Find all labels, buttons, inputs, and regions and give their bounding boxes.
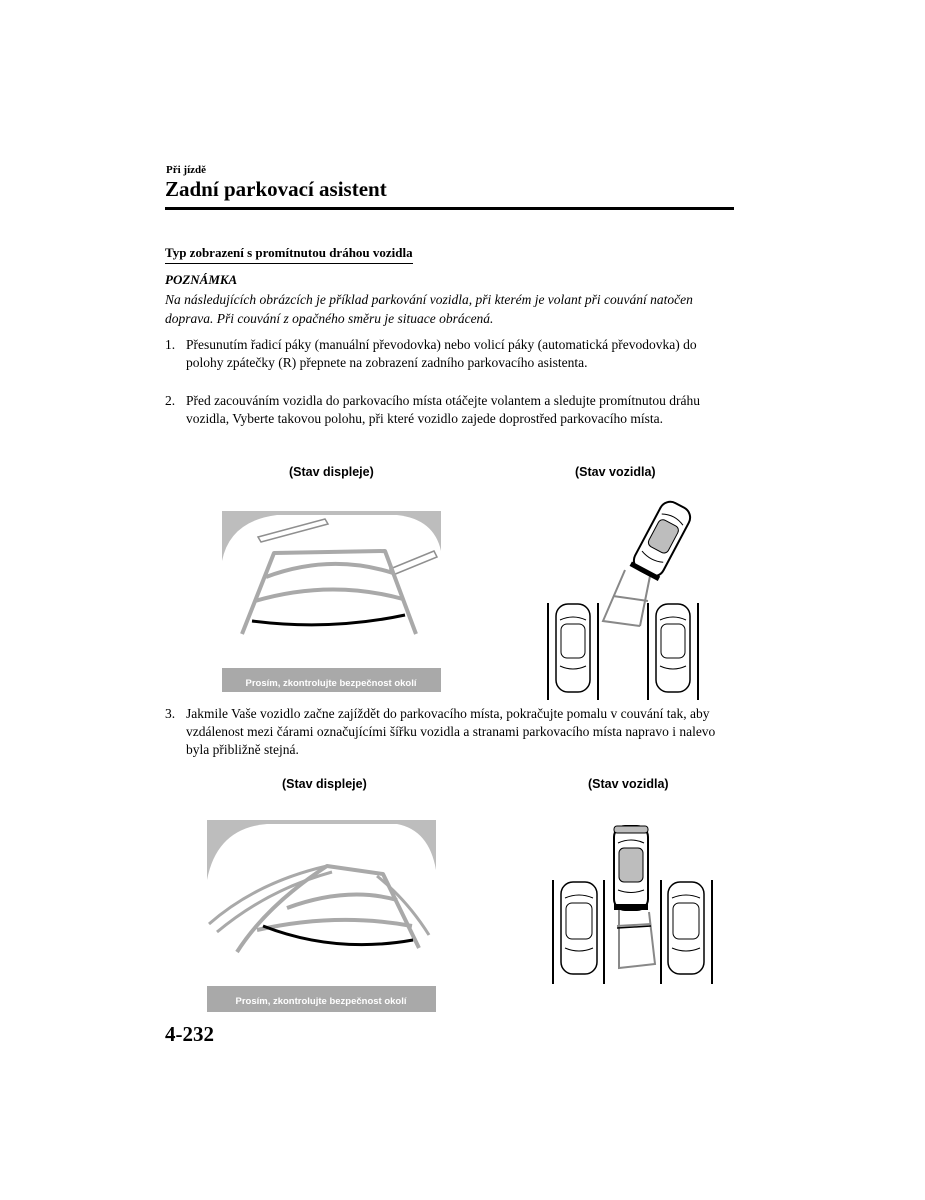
step-1 — [165, 336, 735, 372]
vehicle-state-figure-2 — [551, 824, 717, 984]
page-number: 4-232 — [165, 1022, 214, 1046]
step-text: Jakmile Vaše vozidlo začne zajíždět do parkovacího místa, pokračujte pomalu v couvání tak, aby vzdálenost mezi čárami označujícími šířku vozidla a stranami parkovacího místa napravo i nalevo byla přibližně stejná. — [186, 706, 716, 757]
step-text: Před zacouváním vozidla do parkovacího místa otáčejte volantem a sledujte promítnutou dráhu vozidla, Vyberte takovou polohu, při které vozidlo zajede doprostřed parkovacího místa. — [186, 393, 700, 426]
step-number: 3. — [165, 706, 176, 721]
camera-display-figure-1 — [222, 511, 441, 692]
warning-text: Prosím, zkontrolujte bezpečnost okolí — [245, 678, 417, 689]
section-label: Při jízdě — [166, 164, 207, 176]
step-text: Přesunutím řadicí páky (manuální převodovka) nebo volicí páky (automatická převodovka) do polohy zpátečky (R) přepnete na zobrazení zadního parkovacího asistenta. — [186, 337, 697, 370]
note-text: Na následujících obrázcích je příklad parkování vozidla, při kterém je volant při couvání natočen doprava. Při couvání z opačného směru je situace obrácená. — [165, 292, 693, 326]
parked-car-right — [656, 604, 690, 692]
warning-text: Prosím, zkontrolujte bezpečnost okolí — [235, 996, 407, 1007]
parked-car-left — [561, 882, 597, 974]
step-3 — [165, 705, 735, 759]
vehicle-caption: (Stav vozidla) — [575, 465, 656, 479]
reversing-car — [630, 498, 694, 581]
display-caption: (Stav displeje) — [289, 465, 374, 479]
display-caption: (Stav displeje) — [282, 777, 367, 791]
step-number: 1. — [165, 337, 176, 352]
subheading: Typ zobrazení s promítnutou dráhou vozidla — [165, 245, 413, 264]
camera-display-figure-2 — [207, 820, 436, 1012]
page-title: Zadní parkovací asistent — [165, 177, 387, 201]
vehicle-caption: (Stav vozidla) — [588, 777, 669, 791]
step-number: 2. — [165, 393, 176, 408]
step-2 — [165, 392, 735, 428]
parked-car-left — [556, 604, 590, 692]
parked-car-right — [668, 882, 704, 974]
note-label: POZNÁMKA — [165, 272, 238, 287]
reversing-car — [614, 826, 648, 910]
vehicle-state-figure-1 — [545, 493, 702, 700]
title-rule — [165, 207, 734, 210]
